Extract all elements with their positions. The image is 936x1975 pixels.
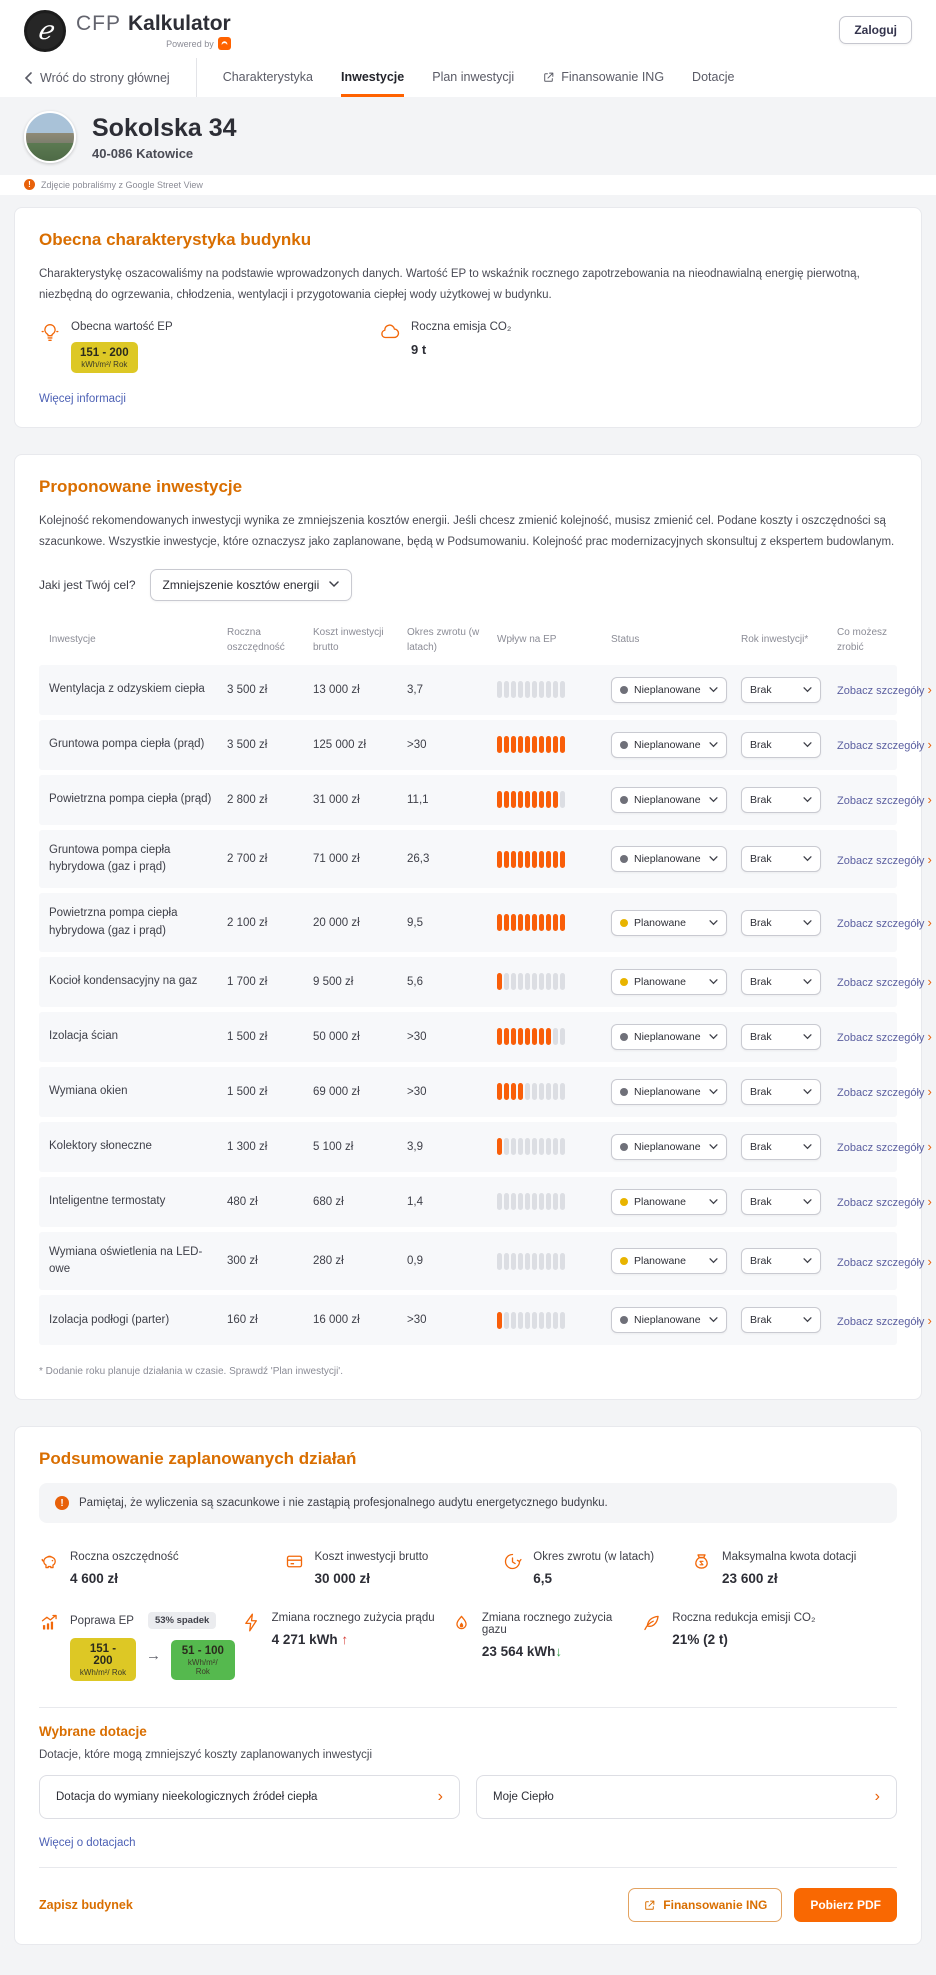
chevron-down-icon [709,979,718,985]
photo-source-note: ! Zdjęcie pobraliśmy z Google Street View [0,175,936,195]
see-details-link[interactable] [837,1084,932,1099]
table-footnote: * Dodanie roku planuje działania w czasie. Sprawdź 'Plan inwestycji'. [39,1366,343,1378]
ep-impact-meter [497,851,605,868]
see-details-link[interactable] [837,915,932,930]
tab-inwestycje[interactable]: Inwestycje [341,58,404,97]
annual-saving-value: 3 500 zł [227,738,268,751]
payback-value: >30 [407,1085,427,1098]
more-grants-link[interactable]: Więcej o dotacjach [39,1837,136,1850]
chevron-down-icon [709,1089,718,1095]
status-dot [620,978,628,986]
tab-plan-inwestycji[interactable]: Plan inwestycji [432,70,515,84]
leaf-icon [641,1612,663,1634]
see-details-label: Zobacz szczegóły [837,795,925,808]
year-value: Brak [750,1030,772,1043]
see-details-link[interactable] [837,1029,932,1044]
year-select[interactable] [741,1248,821,1274]
year-value: Brak [750,916,772,929]
see-details-label: Zobacz szczegóły [837,918,925,930]
payback-value: 9,5 [407,916,423,929]
ep-impact-meter [497,1138,605,1155]
status-dot [620,1198,628,1206]
chevron-left-icon [24,72,32,84]
payback-value: >30 [407,738,427,751]
annual-saving-value: 1 300 zł [227,1140,268,1153]
status-value: Planowane [634,1195,686,1208]
investment-row [39,665,932,715]
annual-saving-value: 2 700 zł [227,853,268,865]
gross-cost-value: 69 000 zł [313,1085,360,1098]
payback-value: 5,6 [407,975,423,988]
ep-label: Obecna wartość EP [71,321,173,334]
payback-value: >30 [407,1314,427,1327]
status-value: Nieplanowane [634,1030,701,1043]
gross-cost-value: 50 000 zł [313,1030,360,1043]
status-select[interactable] [611,1248,727,1274]
ep-from-badge: 151 - 200 kWh/m²/ Rok [70,1638,136,1681]
ep-impact-meter [497,973,605,990]
powered-by-label: Powered by [166,38,214,49]
investment-row [39,830,932,889]
clock-icon [502,1551,524,1573]
app-logo [24,10,231,52]
summary-title: Podsumowanie zaplanowanych działań [39,1449,357,1469]
see-details-label: Zobacz szczegóły [837,740,925,753]
payback-value: 3,9 [407,1140,423,1153]
chevron-down-icon [329,581,339,588]
gross-cost-value: 16 000 zł [313,1314,360,1327]
investments-card [14,454,932,1400]
external-link-icon [643,1899,656,1912]
co2-label: Roczna emisja CO₂ [411,321,512,334]
payback-value: 11,1 [407,793,429,806]
status-select[interactable] [611,910,727,936]
status-dot [620,1316,628,1324]
cfp-logo-icon: ℯ [24,10,66,52]
annual-saving-value: 300 zł [227,1255,258,1267]
year-select[interactable] [741,910,821,936]
arrow-up-icon: ↑ [341,1632,349,1648]
annual-saving-value: 1 500 zł [227,1030,268,1043]
status-value: Nieplanowane [634,853,701,865]
annual-saving-value: 160 zł [227,1314,258,1327]
investments-title: Proponowane inwestycje [39,477,243,497]
chevron-down-icon [803,1258,812,1264]
investment-row [39,775,932,825]
chevron-down-icon [709,1034,718,1040]
status-value: Nieplanowane [634,793,701,806]
building-header [0,97,936,175]
summary-card [14,1426,922,1945]
building-address: 40-086 Katowice [92,145,194,161]
building-photo [24,111,76,163]
payback-value: 0,9 [407,1255,423,1267]
chevron-right-icon: › [874,1788,880,1806]
chevron-down-icon [709,797,718,803]
chevron-down-icon [803,687,812,693]
status-dot [620,1033,628,1041]
status-value: Nieplanowane [634,1140,701,1153]
gross-cost-value: 680 zł [313,1195,344,1208]
chevron-down-icon [709,1317,718,1323]
investment-name: Powietrzna pompa ciepła hybrydowa (gaz i prąd) [49,907,178,937]
annual-saving-value: 1 700 zł [227,975,268,988]
year-value: Brak [750,793,772,806]
year-value: Brak [750,738,772,751]
ing-logo-icon [218,37,231,50]
cloud-icon [379,321,401,343]
status-dot [620,855,628,863]
payback-value: 26,3 [407,853,430,865]
see-details-link[interactable] [837,792,932,807]
chevron-down-icon [709,1144,718,1150]
investment-name: Kolektory słoneczne [49,1140,152,1153]
chevron-down-icon [709,742,718,748]
financing-ing-button[interactable]: Finansowanie ING [628,1888,782,1922]
status-dot [620,1088,628,1096]
characteristics-description: Charakterystykę oszacowaliśmy na podstawie wprowadzonych danych. Wartość EP to wskaźnik rocznego zapotrzebowania na nieodnawialną energię pierwotną, niezbędną do ogrzewania, chłodzenia, wentylacji i przygotowania ciepłej wody użytkowej w budynku. [39,268,860,301]
co2-reduction-stat: Roczna redukcja emisji CO₂ 21% (2 t) [641,1604,897,1689]
co2-value: 9 t [411,342,427,358]
investment-name: Izolacja podłogi (parter) [49,1313,170,1326]
gross-cost-value: 280 zł [313,1255,344,1267]
status-select[interactable] [611,1307,727,1333]
see-details-label: Zobacz szczegóły [837,1087,925,1100]
chevron-down-icon [709,1258,718,1264]
gross-cost-value: 13 000 zł [313,683,360,696]
status-value: Planowane [634,1255,686,1267]
characteristics-card [14,207,922,428]
ep-impact-meter [497,736,605,753]
flame-icon [451,1612,473,1634]
current-ep-stat [39,321,339,373]
top-header [0,0,936,58]
chevron-down-icon [803,1034,812,1040]
annual-saving-stat: Roczna oszczędność 4 600 zł [39,1543,284,1594]
year-select[interactable] [741,677,821,703]
payback-value: >30 [407,1030,427,1043]
year-value: Brak [750,1195,772,1208]
status-value: Planowane [634,975,686,988]
login-button[interactable]: Zaloguj [839,16,912,44]
ep-to-badge: 51 - 100 kWh/m²/ Rok [171,1640,235,1680]
chevron-right-icon: › [927,1029,932,1045]
see-details-label: Zobacz szczegóły [837,685,925,698]
table-header-row: Inwestycje Roczna oszczędność Koszt inwestycji brutto Okres zwrotu (w latach) Wpływ na EP Status Rok inwestycji* Co możesz zrobić [49,626,888,653]
status-select[interactable] [611,1079,727,1105]
investment-row [39,720,932,770]
investment-row [39,893,932,952]
chevron-down-icon [803,742,812,748]
brand-cfp: CFP [76,12,121,35]
investment-row [39,1067,932,1117]
tab-dotacje[interactable]: Dotacje [692,70,735,84]
year-select[interactable] [741,1307,821,1333]
see-details-label: Zobacz szczegóły [837,977,925,990]
gross-cost-value: 5 100 zł [313,1140,354,1153]
year-select[interactable] [741,1079,821,1105]
grants-subtitle: Dotacje, które mogą zmniejszyć koszty zaplanowanych inwestycji [39,1749,372,1762]
download-pdf-button[interactable]: Pobierz PDF [794,1888,897,1922]
year-select[interactable] [741,846,821,872]
chevron-down-icon [709,687,718,693]
investment-row [39,957,932,1007]
chevron-right-icon: › [927,915,932,930]
characteristics-title: Obecna charakterystyka budynku [39,230,312,249]
tab-finansowanie-ing[interactable]: Finansowanie ING [542,58,664,97]
ep-impact-meter [497,1083,605,1100]
year-select[interactable] [741,969,821,995]
see-details-link[interactable] [837,1313,932,1328]
see-details-link[interactable] [837,682,932,697]
chevron-down-icon [803,856,812,862]
goal-select[interactable]: Zmniejszenie kosztów energii [150,569,353,601]
status-value: Planowane [634,916,686,929]
chevron-right-icon: › [927,682,932,698]
status-select[interactable] [611,677,727,703]
goal-label: Jaki jest Twój cel? [39,577,136,592]
see-details-label: Zobacz szczegóły [837,1256,925,1269]
alert-icon: ! [55,1496,69,1510]
chevron-right-icon: › [927,792,932,808]
annual-saving-value: 480 zł [227,1195,258,1208]
investments-description: Kolejność rekomendowanych inwestycji wynika ze zmniejszenia kosztów energii. Jeśli chcesz zmienić kolejność, musisz zmienić cel. Podane koszty i oszczędności są szacunkowe. Wszystkie inwestycje, które oznaczysz jako zaplanowane, będą w Podsumowaniu. Kolejność prac modernizacyjnych skonsultuj z ekspertem budowlanym. [39,515,895,549]
summary-notice: ! Pamiętaj, że wyliczenia są szacunkowe i nie zastąpią profesjonalnego audytu energetycznego budynku. [39,1483,897,1523]
investment-name: Gruntowa pompa ciepła (prąd) [49,738,205,751]
see-details-link[interactable] [837,1194,932,1209]
money-bag-icon [691,1551,713,1573]
status-select[interactable] [611,1134,727,1160]
year-value: Brak [750,1314,772,1327]
brand-product: Kalkulator [128,12,231,35]
status-value: Nieplanowane [634,1314,701,1327]
chevron-down-icon [803,797,812,803]
ep-impact-meter [497,914,605,931]
annual-saving-value: 2 800 zł [227,793,268,806]
status-value: Nieplanowane [634,1085,701,1098]
chevron-down-icon [803,1199,812,1205]
investment-row [39,1122,932,1172]
external-link-icon [542,71,555,84]
year-value: Brak [750,1085,772,1098]
chevron-right-icon: › [927,1194,932,1210]
status-dot [620,1143,628,1151]
see-details-link[interactable] [837,737,932,752]
more-info-link[interactable]: Więcej informacji [39,393,126,406]
grants-title: Wybrane dotacje [39,1724,147,1740]
status-select[interactable] [611,787,727,813]
status-select[interactable] [611,969,727,995]
grant-card-moje-cieplo[interactable]: Moje Ciepło › [476,1775,897,1819]
year-value: Brak [750,1140,772,1153]
see-details-label: Zobacz szczegóły [837,1142,925,1155]
gross-cost-stat: Koszt inwestycji brutto 30 000 zł [284,1543,503,1594]
chart-up-icon [39,1612,61,1634]
investment-row [39,1295,932,1345]
see-details-link[interactable] [837,1254,932,1269]
gross-cost-value: 31 000 zł [313,793,360,806]
annual-saving-value: 1 500 zł [227,1085,268,1098]
investment-row [39,1232,932,1291]
year-value: Brak [750,853,772,865]
payback-value: 1,4 [407,1195,423,1208]
gross-cost-value: 20 000 zł [313,916,360,929]
year-value: Brak [750,975,772,988]
ep-impact-meter [497,681,605,698]
arrow-right-icon: → [145,1646,161,1664]
arrow-down-icon: ↓ [555,1644,563,1660]
chevron-down-icon [803,920,812,926]
see-details-label: Zobacz szczegóły [837,1032,925,1045]
payback-stat: Okres zwrotu (w latach) 6,5 [502,1543,691,1594]
status-dot [620,796,628,804]
back-to-home-link[interactable]: Wróć do strony głównej [24,58,197,97]
status-select[interactable] [611,1189,727,1215]
ep-impact-meter [497,1312,605,1329]
investment-name: Wymiana okien [49,1085,128,1098]
status-value: Nieplanowane [634,738,701,751]
lightning-icon [241,1612,263,1634]
max-grant-stat: Maksymalna kwota dotacji 23 600 zł [691,1543,897,1594]
gross-cost-value: 125 000 zł [313,738,367,751]
status-select[interactable] [611,732,727,758]
ep-improvement-stat: Poprawa EP 53% spadek 151 - 200 kWh/m²/ Rok → 51 - 100 kWh/m²/ Rok [39,1604,241,1689]
electricity-change-stat: Zmiana rocznego zużycia prądu 4 271 kWh ↑ [241,1604,451,1689]
card-icon [284,1551,306,1573]
investment-name: Izolacja ścian [49,1030,119,1043]
chevron-down-icon [803,1317,812,1323]
chevron-right-icon: › [927,1084,932,1100]
year-select[interactable] [741,1134,821,1160]
ep-impact-meter [497,791,605,808]
gross-cost-value: 9 500 zł [313,975,354,988]
chevron-down-icon [803,1089,812,1095]
investment-name: Wentylacja z odzyskiem ciepła [49,683,205,696]
chevron-right-icon: › [927,851,932,867]
investment-name: Powietrzna pompa ciepła (prąd) [49,793,212,806]
investment-row [39,1177,932,1227]
chevron-right-icon: › [927,737,932,753]
chevron-right-icon: › [927,1312,932,1328]
status-value: Nieplanowane [634,683,701,696]
investments-table [39,611,932,1378]
ep-impact-meter [497,1193,605,1210]
status-dot [620,919,628,927]
status-select[interactable] [611,846,727,872]
chevron-right-icon: › [927,1139,932,1155]
see-details-link[interactable] [837,852,932,867]
status-dot [620,1257,628,1265]
annual-saving-value: 3 500 zł [227,683,268,696]
payback-value: 3,7 [407,683,423,696]
chevron-down-icon [709,920,718,926]
year-value: Brak [750,1255,772,1267]
ep-value-badge: 151 - 200 kWh/m²/ Rok [71,342,138,373]
main-nav [0,58,936,97]
investment-name: Inteligentne termostaty [49,1195,166,1208]
year-select[interactable] [741,1189,821,1215]
see-details-link[interactable] [837,974,932,989]
piggy-bank-icon [39,1551,61,1573]
year-select[interactable] [741,787,821,813]
see-details-label: Zobacz szczegóły [837,854,925,867]
see-details-label: Zobacz szczegóły [837,1315,925,1328]
chevron-right-icon: › [437,1788,443,1806]
chevron-down-icon [709,1199,718,1205]
info-icon: ! [24,179,35,190]
ep-drop-badge: 53% spadek [148,1612,216,1629]
chevron-right-icon: › [927,1253,932,1269]
chevron-down-icon [709,856,718,862]
investment-row [39,1012,932,1062]
see-details-label: Zobacz szczegóły [837,1197,925,1210]
chevron-right-icon: › [927,974,932,990]
year-value: Brak [750,683,772,696]
investment-name: Gruntowa pompa ciepła hybrydowa (gaz i prąd) [49,843,171,873]
gas-change-stat: Zmiana rocznego zużycia gazu 23 564 kWh↓ [451,1604,641,1689]
status-select[interactable] [611,1024,727,1050]
annual-saving-value: 2 100 zł [227,916,268,929]
investment-name: Wymiana oświetlenia na LED-owe [49,1245,203,1275]
chevron-down-icon [803,1144,812,1150]
status-dot [620,741,628,749]
ep-impact-meter [497,1028,605,1045]
building-name: Sokolska 34 [92,113,237,142]
co2-emission-stat [379,321,679,373]
year-select[interactable] [741,732,821,758]
tab-charakterystyka[interactable]: Charakterystyka [222,70,313,84]
ep-impact-meter [497,1253,605,1270]
chevron-down-icon [803,979,812,985]
status-dot [620,686,628,694]
gross-cost-value: 71 000 zł [313,853,360,865]
grant-card-heat-sources[interactable]: Dotacja do wymiany nieekologicznych źródeł ciepła › [39,1775,460,1819]
investment-name: Kocioł kondensacyjny na gaz [49,975,198,988]
year-select[interactable] [741,1024,821,1050]
bulb-icon [39,321,61,343]
see-details-link[interactable] [837,1139,932,1154]
save-building-button[interactable]: Zapisz budynek [39,1898,133,1913]
